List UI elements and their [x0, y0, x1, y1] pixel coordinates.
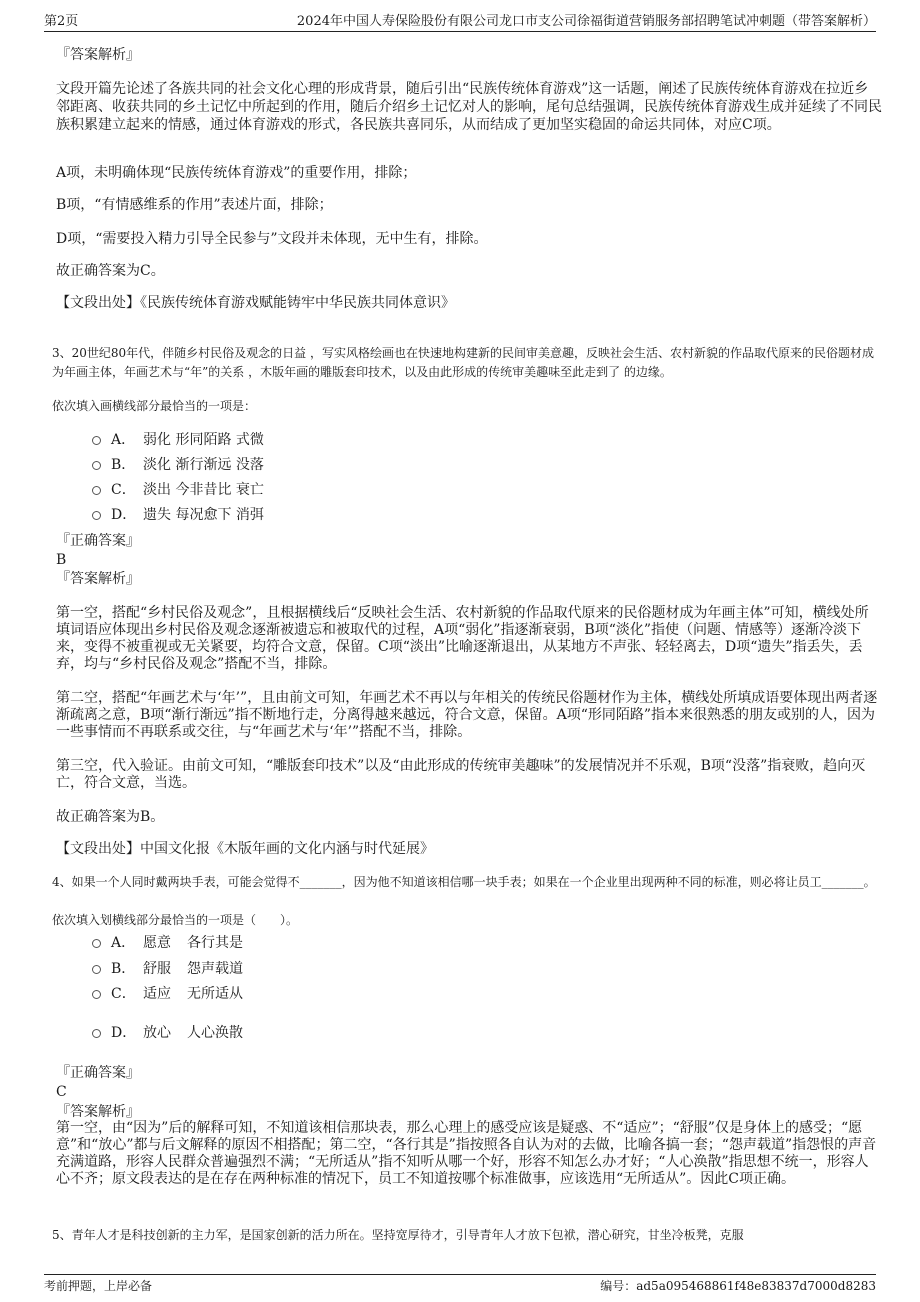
radio-icon[interactable]: [92, 965, 101, 974]
document-serial: 编号：ad5a095468861f48e83837d7000d8283: [600, 1279, 876, 1293]
q3-answer: B: [56, 552, 67, 568]
q4-option-d[interactable]: [92, 1024, 243, 1042]
option-text: 弱化 形同陌路 式微: [143, 432, 264, 448]
option-text: 淡化 渐行渐远 没落: [143, 457, 264, 473]
q4-option-c[interactable]: [92, 985, 243, 1003]
prev-analysis-para: 文段开篇先论述了各族共同的社会文化心理的形成背景，随后引出“民族传统体育游戏”这一话题，阐述了民族传统体育游戏在拉近乡邻距离、收获共同的乡土记忆中所起到的作用，随后介绍乡土记忆对人的影响，尾句总结强调，民族传统体育游戏生成并延续了不同民族积累建立起来的情感，通过体育游戏的形式，各民族共喜同乐，从而结成了更加坚实稳固的命运共同体，对应C项。: [56, 81, 882, 133]
option-label: C．: [111, 986, 136, 1002]
q4-stem: 4、如果一个人同时戴两块手表，可能会觉得不_______，因为他不知道该相信哪一块手表；如果在一个企业里出现两种不同的标准，则必将让员工_______。: [52, 875, 876, 889]
page-header: [44, 8, 876, 32]
radio-icon[interactable]: [92, 990, 101, 999]
option-word-2: 各行其是: [187, 935, 243, 951]
q3-stem: 3、20世纪80年代，伴随乡村民俗及观念的日益 ，写实风格绘画也在快速地构建新的民间审美意趣，反映社会生活、农村新貌的作品取代原来的民俗题材成为年画主体，年画艺术与“年”的关系 ，木版年画的雕版套印技术，以及由此形成的传统审美趣味至此走到了 的边缘。: [52, 346, 874, 379]
q5-stem: 5、青年人才是科技创新的主力军，是国家创新的活力所在。坚持宽厚待才，引导青年人才放下包袱，潜心研究，甘坐冷板凳，克服: [52, 1228, 744, 1242]
option-label: B．: [111, 961, 136, 977]
q3-option-b[interactable]: [92, 456, 264, 474]
q3-option-d[interactable]: [92, 506, 264, 524]
option-word-1: 愿意: [143, 935, 171, 951]
q4-analysis: 第一空，由“因为”后的解释可知，不知道该相信那块表，那么心理上的感受应该是疑惑、不“适应”；“舒服”仅是身体上的感受；“愿意”和“放心”都与后文解释的原因不相搭配；第二空，“各行其是”指按照各自认为对的去做，比喻各搞一套；“怨声载道”指怨恨的声音充满道路，形容人民群众普遍强烈不满；“无所适从”指不知听从哪一个好，形容不知怎么办才好；“人心涣散”指思想不统一，形容人心不齐；原文段表达的是在存在两种标准的情况下，员工不知道按哪个标准做事，应该选用“无所适从”。因此C项正确。: [56, 1120, 877, 1187]
option-word-1: 舒服: [143, 961, 171, 977]
q3-prompt: 依次填入画横线部分最恰当的一项是：: [52, 399, 257, 413]
radio-icon[interactable]: [92, 511, 101, 520]
q4-answer: C: [56, 1084, 67, 1100]
q4-prompt: 依次填入划横线部分最恰当的一项是（ ）。: [52, 913, 299, 927]
option-word-2: 无所适从: [187, 986, 243, 1002]
q3-conclusion: 故正确答案为B。: [56, 809, 165, 825]
radio-icon[interactable]: [92, 486, 101, 495]
option-label: C．: [111, 482, 136, 498]
option-label: A．: [111, 935, 136, 951]
q3-source: 【文段出处】中国文化报《木版年画的文化内涵与时代延展》: [56, 841, 434, 857]
option-word-2: 人心涣散: [187, 1025, 243, 1041]
option-word-1: 放心: [143, 1025, 171, 1041]
radio-icon[interactable]: [92, 1029, 101, 1038]
q4-option-b[interactable]: [92, 960, 243, 978]
option-word-2: 怨声载道: [187, 961, 243, 977]
document-title: 2024年中国人寿保险股份有限公司龙口市支公司徐福街道营销服务部招聘笔试冲刺题（带答案解析）: [296, 14, 876, 29]
q3-analysis-p1: 第一空，搭配“乡村民俗及观念”，且根据横线后“反映社会生活、农村新貌的作品取代原来的民俗题材成为年画主体”可知，横线处所填词语应体现出乡村民俗及观念逐渐被遗忘和被取代的过程，A项“弱化”指逐渐衰弱，B项“淡化”指使（问题、情感等）逐渐冷淡下来，变得不被重视或无关紧要，均符合文意，保留。C项“淡出”比喻逐渐退出，从某地方不声张、轻轻离去，D项“遗失”指丢失，丢弃，均与“乡村民俗及观念”搭配不当，排除。: [56, 605, 869, 672]
footer-slogan: 考前押题，上岸必备: [44, 1279, 153, 1293]
option-label: D．: [111, 1025, 137, 1041]
q3-option-a[interactable]: [92, 431, 264, 449]
option-label: D．: [111, 507, 137, 523]
q3-option-c[interactable]: [92, 481, 264, 499]
q4-option-a[interactable]: [92, 934, 243, 952]
prev-source: 【文段出处】《民族传统体育游戏赋能铸牢中华民族共同体意识》: [56, 295, 455, 311]
option-label: A．: [111, 432, 136, 448]
page-footer: [44, 1274, 876, 1296]
option-label: B．: [111, 457, 136, 473]
option-text: 遗失 每况愈下 消弭: [143, 507, 264, 523]
page-number: 第2页: [44, 14, 79, 29]
q3-analysis-p3: 第三空，代入验证。由前文可知，“雕版套印技术”以及“由此形成的传统审美趣味”的发展情况并不乐观，B项“没落”指衰败，趋向灭亡，符合文意，当选。: [56, 758, 866, 791]
prev-option-d-note: D项，“需要投入精力引导全民参与”文段并未体现，无中生有，排除。: [56, 231, 488, 247]
prev-option-b-note: B项，“有情感维系的作用”表述片面，排除；: [56, 197, 333, 213]
radio-icon[interactable]: [92, 939, 101, 948]
radio-icon[interactable]: [92, 436, 101, 445]
q3-analysis-p2: 第二空，搭配“年画艺术与‘年’”，且由前文可知，年画艺术不再以与年相关的传统民俗题材作为主体，横线处所填成语要体现出两者逐渐疏离之意，B项“渐行渐远”指不断地行走，分离得越来越远，符合文意，保留。A项“形同陌路”指本来很熟悉的朋友或别的人，因为一些事情而不再联系或交往，与“年画艺术与‘年’”搭配不当，排除。: [56, 690, 878, 740]
q4-analysis-title: 『答案解析』: [56, 1104, 140, 1120]
option-text: 淡出 今非昔比 衰亡: [143, 482, 264, 498]
prev-conclusion: 故正确答案为C。: [56, 263, 165, 279]
prev-analysis-title: 『答案解析』: [56, 47, 140, 63]
radio-icon[interactable]: [92, 461, 101, 470]
option-word-1: 适应: [143, 986, 171, 1002]
q4-answer-title: 『正确答案』: [56, 1065, 140, 1081]
q3-analysis-title: 『答案解析』: [56, 571, 140, 587]
q3-answer-title: 『正确答案』: [56, 533, 140, 549]
prev-option-a-note: A项，未明确体现“民族传统体育游戏”的重要作用，排除；: [56, 165, 417, 181]
